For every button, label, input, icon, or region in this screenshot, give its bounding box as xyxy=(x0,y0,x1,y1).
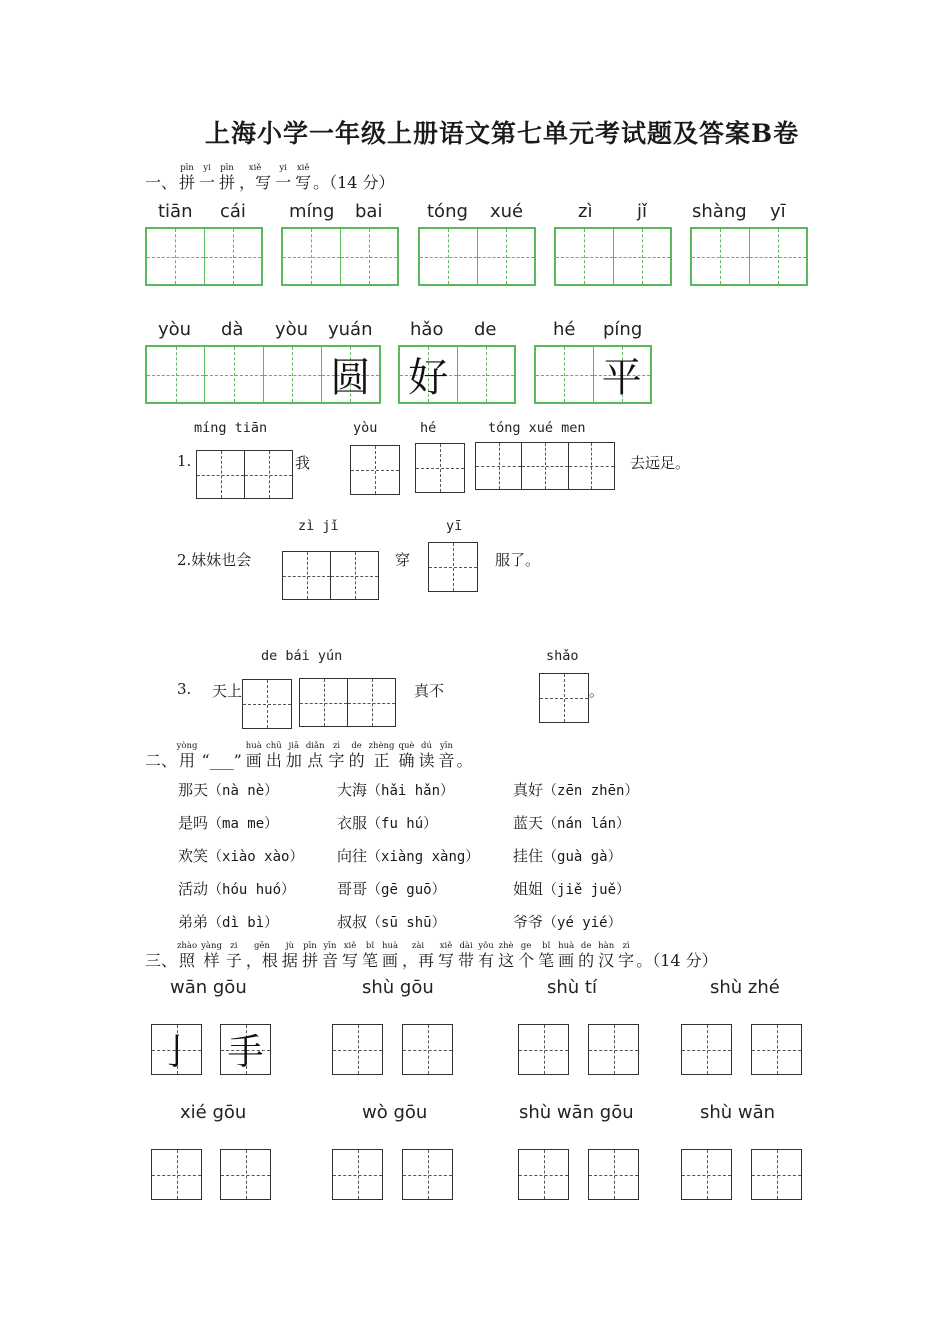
word: 叔叔 xyxy=(337,913,368,931)
stroke-name: shù zhé xyxy=(710,977,780,998)
pinyin-annotation: huà xyxy=(245,741,262,751)
pinyin-label: yòu xyxy=(275,319,309,340)
annotated-character: 拼pīn xyxy=(179,163,196,192)
character-box[interactable] xyxy=(588,1024,639,1075)
word: 向往 xyxy=(337,847,368,865)
pinyin-annotation: zhè xyxy=(498,941,515,951)
answer-box[interactable] xyxy=(475,442,615,490)
pinyin-label: hǎo xyxy=(410,319,444,340)
pinyin-annotation: yòng xyxy=(176,741,198,751)
pinyin-annotation: ge xyxy=(518,941,535,951)
annotated-character: 画huà xyxy=(558,941,575,970)
pinyin-annotation: zhào xyxy=(176,941,198,951)
pinyin-annotation: zi xyxy=(225,941,242,951)
pinyin-label: shàng xyxy=(692,201,747,222)
pronunciation-item[interactable] xyxy=(178,845,303,866)
pinyin-label: cái xyxy=(220,201,246,222)
given-character: 圆 xyxy=(330,355,371,401)
pinyin-annotation: bǐ xyxy=(361,941,378,951)
sentence-text: 服了。 xyxy=(495,551,541,569)
character-box[interactable] xyxy=(588,1149,639,1200)
word: 弟弟 xyxy=(178,913,209,931)
pinyin-options[interactable]: （guà gà） xyxy=(543,849,622,865)
annotated-character: 拼pīn xyxy=(219,163,236,192)
pinyin-label: yòu xyxy=(353,420,378,436)
section1-heading: 一、 拼pīn一yi拼pīn，写xiě一yi写xiě。（14 分） xyxy=(145,163,395,192)
pronunciation-item[interactable] xyxy=(178,911,278,932)
pronunciation-item[interactable] xyxy=(337,911,446,932)
pinyin-label: dà xyxy=(221,319,244,340)
pinyin-label: tiān xyxy=(158,201,193,222)
annotated-character: 的de xyxy=(348,741,365,770)
answer-box[interactable] xyxy=(350,445,400,495)
writing-grid[interactable] xyxy=(534,345,652,404)
word: 活动 xyxy=(178,880,209,898)
annotated-character: 用yòng xyxy=(176,741,198,770)
annotated-character: 样yàng xyxy=(201,941,222,970)
character-box[interactable] xyxy=(751,1024,802,1075)
pinyin-options[interactable]: （nà nè） xyxy=(208,783,279,799)
pinyin-annotation: diǎn xyxy=(305,741,325,751)
annotated-character: 画huà xyxy=(245,741,262,770)
annotated-character: 笔bǐ xyxy=(361,941,378,970)
pinyin-label: yuán xyxy=(328,319,373,340)
given-character: 好 xyxy=(408,355,449,401)
pinyin-annotation: zì xyxy=(328,741,345,751)
stroke-box[interactable] xyxy=(681,1024,732,1075)
annotated-character: 拼pīn xyxy=(301,941,318,970)
pinyin-options[interactable]: （ma me） xyxy=(208,816,279,832)
word: 蓝天 xyxy=(513,814,544,832)
annotated-character: 画huà xyxy=(382,941,399,970)
annotated-character: ，写xiě xyxy=(239,163,272,192)
sentence-text: 2.妹妹也会 xyxy=(177,551,252,569)
sentence-text: 穿 xyxy=(395,551,411,569)
pronunciation-item[interactable] xyxy=(178,812,278,833)
writing-grid[interactable] xyxy=(145,345,381,404)
pinyin-annotation: zì xyxy=(618,941,635,951)
annotated-character: 个ge xyxy=(518,941,535,970)
character-box[interactable] xyxy=(751,1149,802,1200)
sentence-text: 。 xyxy=(589,682,605,700)
pronunciation-item[interactable] xyxy=(513,779,638,800)
annotated-character: 带dài xyxy=(458,941,475,970)
stroke-name: shù wān gōu xyxy=(519,1102,634,1123)
stroke-name: shù tí xyxy=(547,977,597,998)
sentence-text: 我 xyxy=(295,454,311,472)
section2-ruby-text xyxy=(176,741,457,770)
pinyin-label: hé xyxy=(553,319,576,340)
pinyin-label: míng tiān xyxy=(194,420,268,436)
pinyin-annotation: yīn xyxy=(438,741,455,751)
annotated-character: 字zì xyxy=(328,741,345,770)
pinyin-annotation: gēn xyxy=(245,941,278,951)
pinyin-label: yī xyxy=(446,518,463,534)
pinyin-annotation: yīn xyxy=(321,941,338,951)
pinyin-options[interactable]: （hǎi hǎn） xyxy=(367,783,455,799)
pinyin-annotation: chū xyxy=(265,741,282,751)
annotated-character: 一yi xyxy=(199,163,216,192)
stroke-name: shù gōu xyxy=(362,977,434,998)
pinyin-annotation: pīn xyxy=(219,163,236,173)
annotated-character: 读dú xyxy=(418,741,435,770)
stroke-box[interactable] xyxy=(332,1024,383,1075)
word: 衣服 xyxy=(337,814,368,832)
pinyin-annotation: xiě xyxy=(438,941,455,951)
pinyin-options[interactable]: （zēn zhēn） xyxy=(543,783,639,799)
answer-box[interactable] xyxy=(242,679,292,729)
pinyin-options[interactable]: （jiě juě） xyxy=(543,882,631,898)
pronunciation-item[interactable] xyxy=(337,812,437,833)
character-box[interactable] xyxy=(402,1149,453,1200)
word: 是吗 xyxy=(178,814,209,832)
pinyin-annotation: xiě xyxy=(341,941,358,951)
pinyin-annotation: bǐ xyxy=(538,941,555,951)
pronunciation-item[interactable] xyxy=(513,812,630,833)
pinyin-options[interactable]: （yé yié） xyxy=(543,915,622,931)
stroke-box[interactable] xyxy=(151,1149,202,1200)
stroke-box[interactable] xyxy=(681,1149,732,1200)
pinyin-label: míng xyxy=(289,201,335,222)
stroke-box[interactable] xyxy=(332,1149,383,1200)
annotated-character: ，根gēn xyxy=(245,941,278,970)
pronunciation-item[interactable] xyxy=(178,878,295,899)
question-number: 1. xyxy=(177,452,192,470)
pinyin-annotation: huà xyxy=(382,941,399,951)
stroke-name: shù wān xyxy=(700,1102,776,1123)
writing-grid[interactable] xyxy=(281,227,399,286)
sentence-text: 去远足。 xyxy=(630,454,691,472)
pinyin-annotation: yi xyxy=(275,163,292,173)
pinyin-label: xué xyxy=(490,201,524,222)
annotated-character: 字zì xyxy=(618,941,635,970)
pinyin-label: bai xyxy=(355,201,383,222)
stroke-name: wò gōu xyxy=(362,1102,428,1123)
answer-box[interactable] xyxy=(428,542,478,592)
example-character: 手 xyxy=(227,1032,264,1073)
stroke-box[interactable] xyxy=(518,1149,569,1200)
pinyin-annotation: jiā xyxy=(285,741,302,751)
pronunciation-item[interactable] xyxy=(337,845,479,866)
pinyin-label: yī xyxy=(770,201,786,222)
pronunciation-item[interactable] xyxy=(337,779,454,800)
pinyin-options[interactable]: （nán lán） xyxy=(543,816,631,832)
answer-box[interactable] xyxy=(415,443,465,493)
pinyin-annotation: xiě xyxy=(239,163,272,173)
pinyin-annotation: zhèng xyxy=(368,741,395,751)
pinyin-annotation: dài xyxy=(458,941,475,951)
pronunciation-item[interactable] xyxy=(513,845,622,866)
writing-grid[interactable] xyxy=(418,227,536,286)
word: 爷爷 xyxy=(513,913,544,931)
annotated-character: 一yi xyxy=(275,163,292,192)
writing-grid[interactable] xyxy=(145,227,263,286)
pinyin-annotation: de xyxy=(348,741,365,751)
pinyin-annotation: jù xyxy=(281,941,298,951)
word: 大海 xyxy=(337,781,368,799)
pinyin-label: jǐ xyxy=(637,201,648,222)
annotated-character: “___” xyxy=(201,751,242,770)
word: 那天 xyxy=(178,781,209,799)
stroke-box[interactable] xyxy=(151,1024,202,1075)
pinyin-options[interactable]: （sū shū） xyxy=(367,915,446,931)
pronunciation-item[interactable] xyxy=(337,878,446,899)
annotated-character: 点diǎn xyxy=(305,741,325,770)
sentence-text: 真不 xyxy=(414,682,445,700)
annotated-character: 音yīn xyxy=(321,941,338,970)
pinyin-label: hé xyxy=(420,420,437,436)
pinyin-annotation: yàng xyxy=(201,941,222,951)
answer-box[interactable] xyxy=(282,551,379,600)
annotated-character: 这zhè xyxy=(498,941,515,970)
pinyin-options[interactable]: （hóu huó） xyxy=(208,882,296,898)
pinyin-annotation: hàn xyxy=(598,941,615,951)
stroke-box[interactable] xyxy=(518,1024,569,1075)
annotated-character: 音yīn xyxy=(438,741,455,770)
pinyin-annotation: xiě xyxy=(295,163,312,173)
answer-box[interactable] xyxy=(196,450,293,499)
pronunciation-item[interactable] xyxy=(513,878,630,899)
pinyin-annotation: de xyxy=(578,941,595,951)
pinyin-annotation: zài xyxy=(402,941,435,951)
pinyin-label: zì jǐ xyxy=(298,518,339,534)
section3-ruby-text xyxy=(176,941,636,970)
page-title: 上海小学一年级上册语文第七单元考试题及答案B卷 xyxy=(205,119,800,148)
word: 真好 xyxy=(513,781,544,799)
pinyin-label: shǎo xyxy=(546,648,579,664)
pinyin-annotation: què xyxy=(398,741,415,751)
character-box[interactable] xyxy=(220,1024,271,1075)
pinyin-label: píng xyxy=(603,319,643,340)
pinyin-options[interactable]: （xiàng xàng） xyxy=(367,849,480,865)
character-box[interactable] xyxy=(220,1149,271,1200)
pinyin-label: zì xyxy=(578,201,593,222)
section3-heading: 三、照zhào样yàng子zi，根gēn据jù拼pīn音yīn写xiě笔bǐ画huà，再zài写xiě带dài有yǒu这zhè个ge笔bǐ画huà的de汉hàn字zì。（14 分） xyxy=(145,941,718,970)
annotated-character: 确què xyxy=(398,741,415,770)
annotated-character: 写xiě xyxy=(295,163,312,192)
annotated-character: 据jù xyxy=(281,941,298,970)
answer-box[interactable] xyxy=(299,678,396,727)
pinyin-label: de xyxy=(474,319,497,340)
stroke-name: wān gōu xyxy=(170,977,247,998)
pinyin-options[interactable]: （xiào xào） xyxy=(208,849,304,865)
pinyin-options[interactable]: （fu hú） xyxy=(367,816,438,832)
annotated-character: 的de xyxy=(578,941,595,970)
stroke-name: xié gōu xyxy=(180,1102,247,1123)
writing-grid[interactable] xyxy=(398,345,516,404)
pinyin-label: tóng xyxy=(427,201,468,222)
example-stroke: 亅 xyxy=(158,1032,195,1073)
sentence-text: 天上 xyxy=(212,682,243,700)
word: 姐姐 xyxy=(513,880,544,898)
annotated-character: 加jiā xyxy=(285,741,302,770)
section2-heading: 二、用yòng“___” 画huà出chū加jiā点diǎn字zì的de正zhèng确què读dú音yīn。 xyxy=(145,741,473,770)
annotated-character: 照zhào xyxy=(176,941,198,970)
question-number: 3. xyxy=(177,680,192,698)
word: 挂住 xyxy=(513,847,544,865)
word: 欢笑 xyxy=(178,847,209,865)
given-character: 平 xyxy=(601,355,642,401)
annotated-character: 写xiě xyxy=(341,941,358,970)
annotated-character: ，再zài xyxy=(402,941,435,970)
annotated-character: 出chū xyxy=(265,741,282,770)
annotated-character: 子zi xyxy=(225,941,242,970)
character-box[interactable] xyxy=(402,1024,453,1075)
pinyin-options[interactable]: （dì bì） xyxy=(208,915,279,931)
writing-grid[interactable] xyxy=(690,227,808,286)
annotated-character: 正zhèng xyxy=(368,741,395,770)
pinyin-label: yòu xyxy=(158,319,192,340)
pinyin-annotation: yi xyxy=(199,163,216,173)
pinyin-annotation: yǒu xyxy=(478,941,495,951)
annotated-character: 写xiě xyxy=(438,941,455,970)
pinyin-label: tóng xué men xyxy=(488,420,586,436)
pinyin-label: de bái yún xyxy=(261,648,343,664)
annotated-character: 笔bǐ xyxy=(538,941,555,970)
pinyin-annotation: huà xyxy=(558,941,575,951)
word: 哥哥 xyxy=(337,880,368,898)
pinyin-options[interactable]: （gē guō） xyxy=(367,882,446,898)
annotated-character: 汉hàn xyxy=(598,941,615,970)
answer-box[interactable] xyxy=(539,673,589,723)
annotated-character: 有yǒu xyxy=(478,941,495,970)
pinyin-annotation: pīn xyxy=(301,941,318,951)
pinyin-annotation: dú xyxy=(418,741,435,751)
writing-grid[interactable] xyxy=(554,227,672,286)
pinyin-annotation: pīn xyxy=(179,163,196,173)
pronunciation-item[interactable] xyxy=(178,779,278,800)
pronunciation-item[interactable] xyxy=(513,911,622,932)
